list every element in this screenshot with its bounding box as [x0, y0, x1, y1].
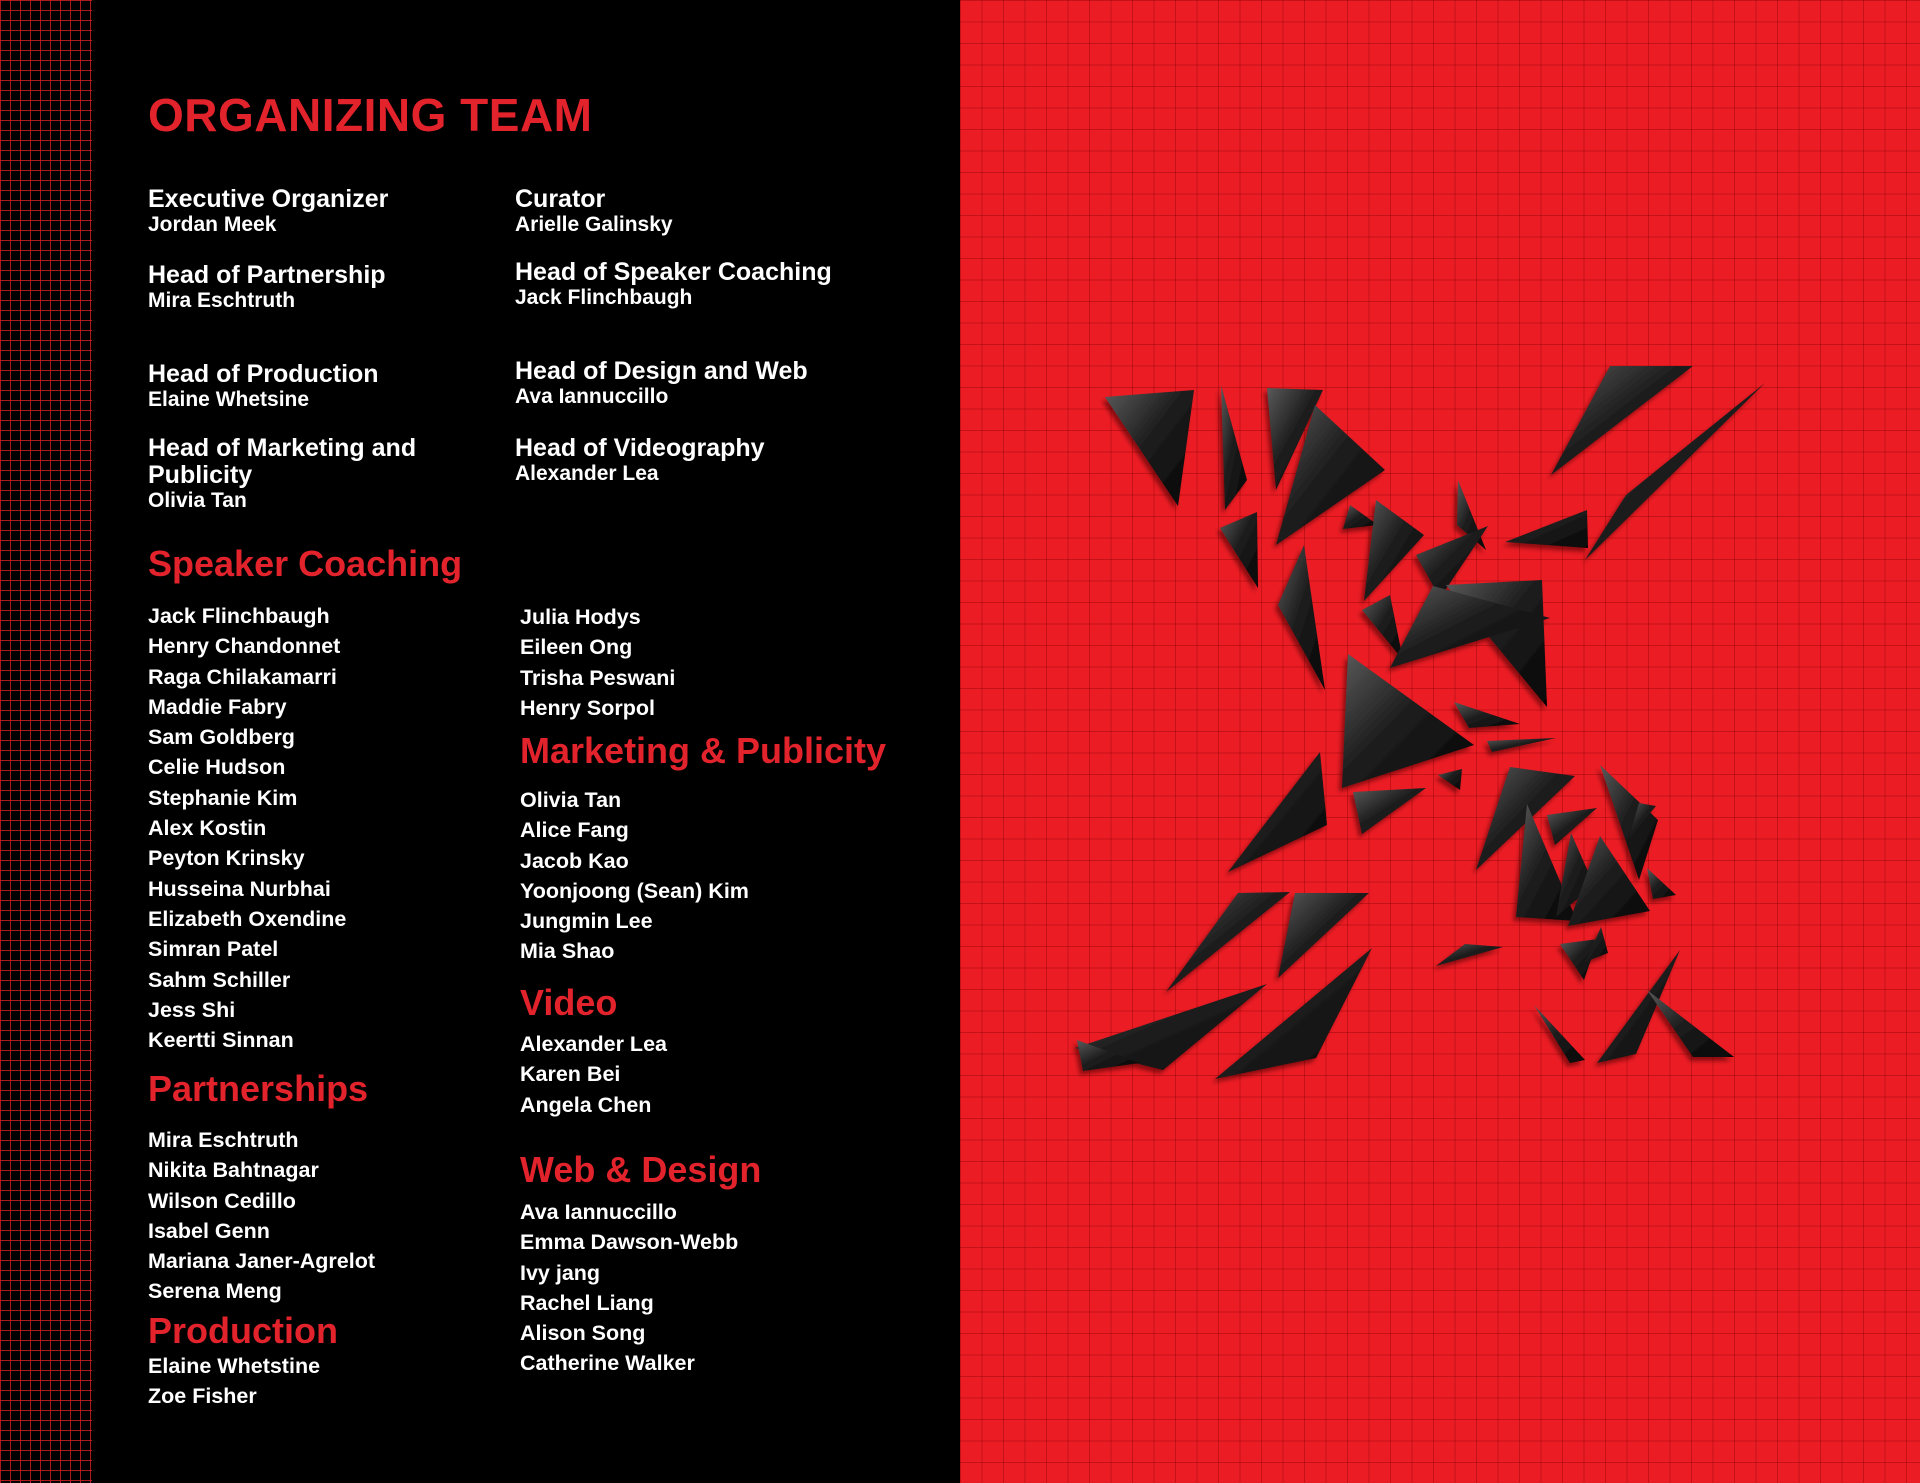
member-name: Serena Meng	[148, 1279, 282, 1304]
member-name: Simran Patel	[148, 937, 279, 962]
production-list	[148, 1351, 320, 1412]
shard	[1215, 948, 1372, 1079]
member-name: Alex Kostin	[148, 816, 267, 841]
role-title-line: Publicity	[148, 461, 253, 489]
role-executive-organizer	[148, 186, 388, 236]
role-person: Arielle Galinsky	[515, 213, 673, 236]
member-name: Ivy jang	[520, 1260, 601, 1285]
member-name: Peyton Krinsky	[148, 846, 305, 871]
shard	[1454, 702, 1520, 728]
role-title: Head of Partnership	[148, 261, 386, 289]
section-heading-partnerships: Partnerships	[148, 1068, 369, 1109]
role-title: Head of Speaker Coaching	[515, 258, 832, 286]
member-name: Zoe Fisher	[148, 1384, 257, 1409]
shard	[1220, 512, 1258, 588]
member-name: Celie Hudson	[148, 755, 286, 780]
section-heading-marketing-publicity: Marketing & Publicity	[520, 730, 887, 771]
shard-group	[1075, 366, 1765, 1079]
member-name: Alison Song	[520, 1321, 646, 1346]
member-name: Elizabeth Oxendine	[148, 906, 347, 931]
section-heading-production: Production	[148, 1310, 338, 1351]
role-title-line: Head of Marketing and	[148, 434, 417, 462]
member-name: Jungmin Lee	[520, 909, 653, 934]
shard	[1278, 545, 1325, 690]
role-title: Curator	[515, 185, 606, 213]
section-heading-speaker-coaching: Speaker Coaching	[148, 543, 463, 584]
role-person: Alexander Lea	[515, 462, 659, 485]
shard	[1353, 788, 1426, 834]
speaker-coaching-list-continued	[520, 602, 675, 723]
shard	[1534, 1005, 1585, 1063]
member-name: Keertti Sinnan	[148, 1028, 294, 1053]
marketing-publicity-list	[520, 785, 749, 967]
web-design-list	[520, 1197, 738, 1379]
shard	[1487, 738, 1556, 752]
role-head-of-partnership	[148, 262, 386, 312]
member-name: Stephanie Kim	[148, 785, 298, 810]
member-name: Jacob Kao	[520, 848, 629, 873]
shard	[1560, 939, 1598, 980]
shard	[1436, 944, 1503, 966]
shard	[1221, 385, 1247, 510]
shard	[1505, 510, 1588, 548]
shard	[1362, 595, 1403, 660]
member-name: Husseina Nurbhai	[148, 876, 331, 901]
section-heading-web-design: Web & Design	[520, 1149, 762, 1190]
role-head-of-videography	[515, 435, 765, 485]
role-head-of-design-and-web	[515, 358, 808, 408]
shard	[1647, 868, 1676, 899]
partnerships-list	[148, 1125, 375, 1307]
member-name: Emma Dawson-Webb	[520, 1230, 739, 1255]
speaker-coaching-list	[148, 601, 346, 1055]
member-name: Raga Chilakamarri	[148, 664, 337, 689]
page-title: ORGANIZING TEAM	[148, 89, 593, 141]
role-head-of-speaker-coaching	[515, 259, 832, 309]
member-name: Catherine Walker	[520, 1351, 695, 1376]
role-title: Head of Videography	[515, 434, 765, 462]
role-title: Executive Organizer	[148, 185, 389, 213]
section-heading-video: Video	[520, 982, 618, 1023]
member-name: Nikita Bahtnagar	[148, 1158, 319, 1183]
shard	[1647, 990, 1734, 1057]
shard	[1342, 654, 1474, 788]
member-name: Karen Bei	[520, 1062, 621, 1087]
member-name: Mira Eschtruth	[148, 1128, 299, 1152]
role-title: Head of Design and Web	[515, 357, 808, 385]
role-person: Mira Eschtruth	[148, 289, 296, 312]
shard	[1166, 892, 1290, 992]
member-name: Ava Iannuccillo	[520, 1200, 677, 1224]
role-person: Elaine Whetsine	[148, 388, 310, 411]
role-person: Ava Iannuccillo	[515, 385, 669, 408]
role-head-of-production	[148, 361, 379, 411]
member-name: Mariana Janer-Agrelot	[148, 1249, 376, 1274]
member-name: Sam Goldberg	[148, 725, 295, 750]
grid-strip	[0, 0, 92, 1483]
member-name: Olivia Tan	[520, 788, 622, 812]
member-name: Isabel Genn	[148, 1218, 270, 1243]
member-name: Jack Flinchbaugh	[148, 604, 330, 628]
video-list	[520, 1029, 667, 1120]
role-person: Jack Flinchbaugh	[515, 286, 693, 309]
role-title: Head of Production	[148, 360, 379, 388]
shard	[1438, 769, 1462, 790]
member-name: Alice Fang	[520, 818, 629, 843]
member-name: Eileen Ong	[520, 635, 633, 660]
shard	[1364, 500, 1424, 601]
member-name: Sahm Schiller	[148, 967, 291, 992]
shard	[1105, 390, 1194, 506]
member-name: Henry Chandonnet	[148, 634, 341, 659]
member-name: Wilson Cedillo	[148, 1188, 296, 1213]
member-name: Henry Sorpol	[520, 695, 655, 720]
member-name: Mia Shao	[520, 939, 615, 964]
member-name: Alexander Lea	[520, 1032, 667, 1056]
role-person: Olivia Tan	[148, 489, 247, 512]
role-curator	[515, 186, 673, 236]
member-name: Maddie Fabry	[148, 694, 287, 719]
role-head-of-marketing	[148, 435, 416, 512]
member-name: Trisha Peswani	[520, 665, 676, 690]
member-name: Julia Hodys	[520, 605, 641, 629]
member-name: Jess Shi	[148, 997, 236, 1022]
member-name: Rachel Liang	[520, 1290, 654, 1315]
shattered-x-icon	[960, 0, 1920, 1483]
member-name: Yoonjoong (Sean) Kim	[520, 878, 749, 903]
member-name: Angela Chen	[520, 1092, 652, 1117]
role-person: Jordan Meek	[148, 213, 277, 236]
shard	[1343, 505, 1378, 529]
artwork-panel	[960, 0, 1920, 1483]
member-name: Elaine Whetstine	[148, 1354, 321, 1378]
shard	[1228, 752, 1327, 872]
